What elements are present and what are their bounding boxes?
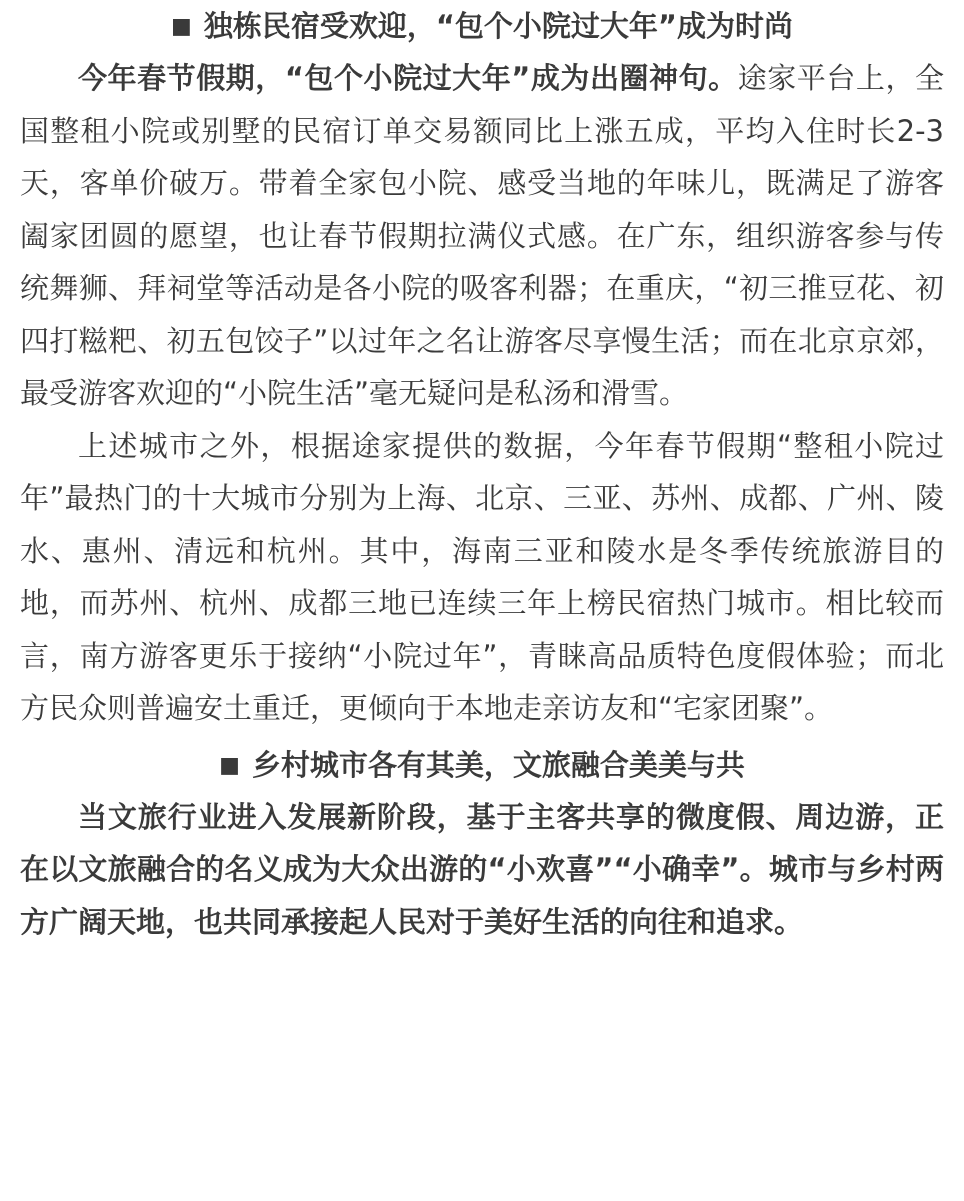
section-heading-2 <box>20 739 944 791</box>
section-heading-2-text: 乡村城市各有其美，文旅融合美美与共 <box>251 747 745 782</box>
square-bullet-icon: ■ <box>219 752 240 778</box>
paragraph-1 <box>20 52 944 420</box>
paragraph-2: 上述城市之外，根据途家提供的数据，今年春节假期“整租小院过年”最热门的十大城市分别为上海、北京、三亚、苏州、成都、广州、陵水、惠州、清远和杭州。其中，海南三亚和陵水是冬季传统旅游目的地，而苏州、杭州、成都三地已连续三年上榜民宿热门城市。相比较而言，南方游客更乐于接纳“小院过年”，青睐高品质特色度假体验；而北方民众则普遍安土重迁，更倾向于本地走亲访友和“宅家团聚”。 <box>20 428 944 725</box>
article <box>20 0 944 948</box>
paragraph-1-lead: 今年春节假期，“包个小院过大年”成为出圈神句。 <box>78 61 738 95</box>
paragraph-1-body: 途家平台上，全国整租小院或别墅的民宿订单交易额同比上涨五成，平均入住时长2-3天，客单价破万。带着全家包小院、感受当地的年味儿，既满足了游客阖家团圆的愿望，也让春节假期拉满仪式感。在广东，组织游客参与传统舞狮、拜祠堂等活动是各小院的吸客利器；在重庆，“初三推豆花、初四打糍粑、初五包饺子”以过年之名让游客尽享慢生活；而在北京京郊，最受游客欢迎的“小院生活”毫无疑问是私汤和滑雪。 <box>20 61 944 410</box>
paragraph-3: 当文旅行业进入发展新阶段，基于主客共享的微度假、周边游，正在以文旅融合的名义成为大众出游的“小欢喜”“小确幸”。城市与乡村两方广阔天地，也共同承接起人民对于美好生活的向往和追求。 <box>20 799 944 939</box>
section-heading-1 <box>20 0 944 52</box>
square-bullet-icon: ■ <box>171 14 192 39</box>
section-heading-1-text: 独栋民宿受欢迎，“包个小院过大年”成为时尚 <box>203 9 793 43</box>
